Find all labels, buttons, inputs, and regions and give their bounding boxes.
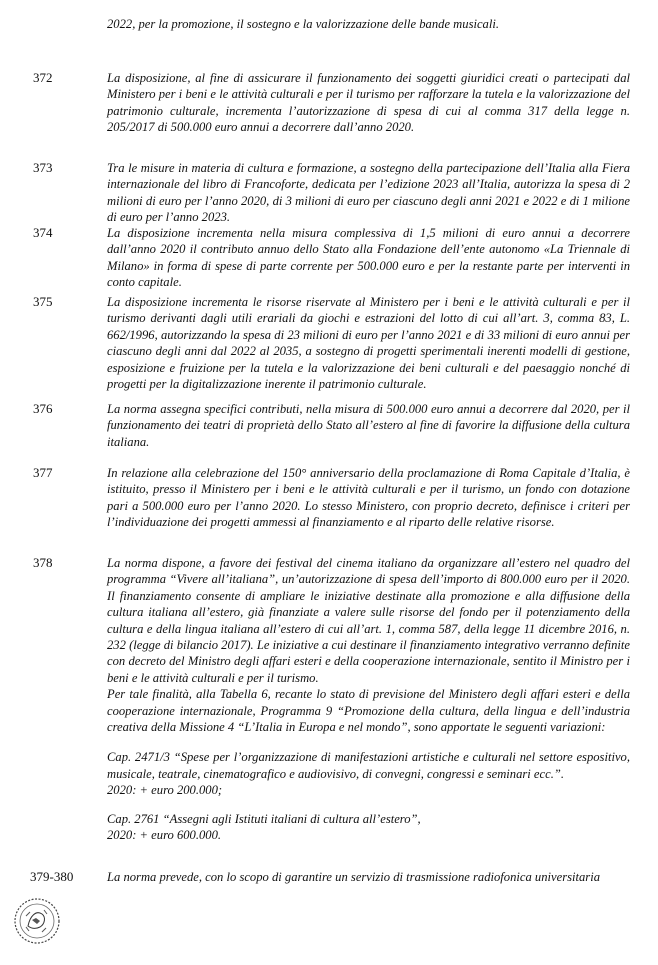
paragraph-text: La norma prevede, con lo scopo di garantire un servizio di trasmissione radiofonica universitaria — [107, 870, 600, 884]
paragraph-number: 378 — [33, 555, 53, 570]
paragraph-378-body: La norma dispone, a favore dei festival del cinema italiano da organizzare all’estero nel quadro del programma “Vivere all’italiana”, un’autorizzazione di spesa dell’importo di 800.000 euro per il 2020. Il finanziamento consente di ampliare le iniziative destinate alla promozione e alla diffusione della cultura italiana all’estero, già finanziate a valere sulle risorse del fondo per il potenziamento della cultura e della lingua italiana all’estero di cui all’art. 1, comma 587, della legge 11 dicembre 2016, n. 232 (legge di bilancio 2017). Le iniziative a cui destinare il finanziamento integrativo verranno definite con decreto del Ministro degli affari esteri e della cooperazione internazionale, sentito il Ministro per i beni e le attività culturali e per il turismo. — [107, 556, 630, 685]
chapter-2761-amount: 2020: + euro 600.000. — [107, 828, 222, 843]
paragraph-text: La disposizione incrementa nella misura complessiva di 1,5 milioni di euro annui a decorrere dall’anno 2020 il contributo annuo dello Stato alla Fondazione dell’ente autonomo «La Triennale di Milano» in forma di spese di parte corrente per 500.000 euro e per la restante parte per interventi in conto capitale. — [107, 226, 630, 290]
paragraph-number: 379-380 — [30, 869, 74, 884]
chapter-2471-block — [107, 749, 630, 798]
chapter-2761-text: Cap. 2761 “Assegni agli Istituti italiani di cultura all’estero”, — [107, 811, 421, 826]
paragraph-378-variations: Per tale finalità, alla Tabella 6, recante lo stato di previsione del Ministero degli affari esteri e della cooperazione internazionale, Programma 9 “Promozione della cultura, della lingua e dell’industria creativa della Missione 4 “L’Italia in Europa e nel mondo”, sono apportate le seguenti variazioni: — [107, 687, 630, 735]
paragraph-number: 375 — [33, 294, 53, 309]
paragraph-text: La disposizione, al fine di assicurare il funzionamento dei soggetti giuridici creati o partecipati dal Ministero per i beni e le attività culturali e per il turismo per rafforzare la tutela e la valorizzazione del patrimonio culturale, incrementa l’autorizzazione di spesa di cui al comma 317 della legge n. 205/2017 di 500.000 euro annui a decorrere dall’anno 2020. — [107, 71, 630, 135]
paragraph-text: La disposizione incrementa le risorse riservate al Ministero per i beni e le attività culturali e per il turismo derivanti dagli utili erariali da giochi e estrazioni del lotto di cui all’art. 3, comma 83, L. 662/1996, autorizzando la spesa di 23 milioni di euro per l’anno 2021 e di 33 milioni di euro annui per ciascuno degli anni dal 2022 al 2035, a sostegno di progetti sperimentali inerenti modelli di gestione, esposizione e fruizione per la tutela e la valorizzazione dei beni culturali e del paesaggio nonché di progetti per la digitalizzazione inerente il patrimonio culturale. — [107, 295, 630, 392]
paragraph-text: In relazione alla celebrazione del 150° anniversario della proclamazione di Roma Capitale d’Italia, è istituito, presso il Ministero per i beni e le attività culturali e per il turismo, un fondo con dotazione pari a 500.000 euro per l’anno 2020. Lo stesso Ministero, con proprio decreto, definisce i criteri per l’individuazione dei progetti ammessi al finanziamento e al riparto delle relative risorse. — [107, 466, 630, 530]
paragraph-text: La norma assegna specifici contributi, nella misura di 500.000 euro annui a decorrere dal 2020, per il funzionamento dei teatri di proprietà dello Stato all’estero al fine di favorire la diffusione della cultura italiana. — [107, 402, 630, 449]
paragraph-number: 374 — [33, 225, 53, 240]
chapter-2471-amount: 2020: + euro 200.000; — [107, 783, 223, 798]
paragraph-number: 376 — [33, 401, 53, 416]
paragraph-number: 377 — [33, 465, 53, 480]
paragraph-text: Tra le misure in materia di cultura e formazione, a sostegno della partecipazione dell’Italia alla Fiera internazionale del libro di Francoforte, dedicata per l’edizione 2023 all’Italia, autorizza la spesa di 2 milioni di euro per l’anno 2020, di 3 milioni di euro per ciascuno degli anni 2021 e 2022 e di 1 milione di euro per l’anno 2023. — [107, 161, 630, 225]
paragraph-number: 372 — [33, 70, 53, 85]
seal-icon — [12, 896, 62, 946]
chapter-2471-text: Cap. 2471/3 “Spese per l’organizzazione di manifestazioni artistiche e culturali nel settore espositivo, musicale, teatrale, cinematografico e audiovisivo, di convegni, congressi e seminari ecc.”. — [107, 750, 630, 781]
intro-text: 2022, per la promozione, il sostegno e la valorizzazione delle bande musicali. — [107, 17, 500, 31]
paragraph-number: 373 — [33, 160, 53, 175]
paragraph-text — [107, 555, 630, 844]
chapter-2761-block — [107, 811, 630, 844]
